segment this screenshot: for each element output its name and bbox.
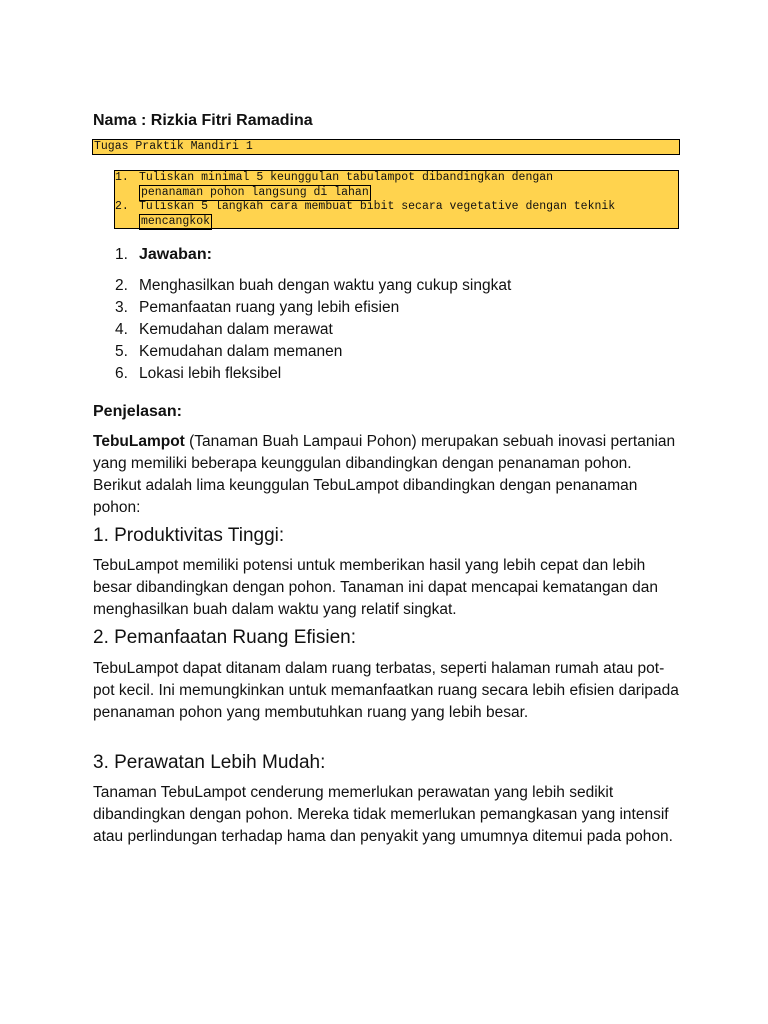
- list-number: 4.: [115, 321, 128, 338]
- task-title-box: Tugas Praktik Mandiri 1: [92, 139, 680, 155]
- intro-paragraph: [93, 431, 683, 519]
- list-number: 3.: [115, 299, 128, 316]
- section-paragraph: Tanaman TebuLampot cenderung memerlukan perawatan yang lebih sedikit dibandingkan dengan pohon. Mereka tidak memerlukan pemangkasan yang intensif atau perlindungan terhadap hama dan penyakit yang umumnya ditemui pada pohon.: [93, 784, 673, 845]
- list-number: 2.: [115, 277, 128, 294]
- intro-term: TebuLampot: [93, 433, 185, 450]
- answer-title: Jawaban:: [139, 246, 212, 263]
- intro-text: (Tanaman Buah Lampaui Pohon) merupakan sebuah inovasi pertanian yang memiliki beberapa keunggulan dibandingkan dengan penanaman pohon. Berikut adalah lima keunggulan TebuLampot dibandingkan dengan penanaman pohon:: [93, 433, 676, 516]
- question-text-line: mencangkok: [141, 215, 211, 228]
- section-heading: 1. Produktivitas Tinggi:: [93, 525, 285, 546]
- list-item-text: Kemudahan dalam memanen: [139, 343, 343, 360]
- list-item-text: Menghasilkan buah dengan waktu yang cukup singkat: [139, 277, 512, 294]
- list-number: 5.: [115, 343, 128, 360]
- question-box: [114, 170, 679, 229]
- student-name: Nama : Rizkia Fitri Ramadina: [93, 112, 313, 129]
- question-text-line: Tuliskan minimal 5 keunggulan tabulampot dibandingkan dengan: [139, 171, 554, 184]
- explanation-heading: Penjelasan:: [93, 403, 182, 420]
- question-number: 2.: [115, 200, 129, 213]
- list-number: 6.: [115, 365, 128, 382]
- list-item-text: Lokasi lebih fleksibel: [139, 365, 282, 382]
- section-paragraph: TebuLampot memiliki potensi untuk memberikan hasil yang lebih cepat dan lebih besar dibandingkan dengan pohon. Tanaman ini dapat mencapai kematangan dan menghasilkan buah dalam waktu yang relatif singkat.: [93, 557, 659, 618]
- section-paragraph: TebuLampot dapat ditanam dalam ruang terbatas, seperti halaman rumah atau pot-pot kecil. Ini memungkinkan untuk memanfaatkan ruang secara lebih efisien daripada penanaman pohon yang membutuhkan ruang yang lebih besar.: [93, 660, 679, 721]
- question-text-line: penanaman pohon langsung di lahan: [141, 186, 369, 199]
- section-heading: 3. Perawatan Lebih Mudah:: [93, 752, 326, 773]
- list-item-text: Kemudahan dalam merawat: [139, 321, 333, 338]
- list-number: 1.: [115, 246, 128, 263]
- section-heading: 2. Pemanfaatan Ruang Efisien:: [93, 627, 357, 648]
- question-text-line: Tuliskan 5 langkah cara membuat bibit secara vegetative dengan teknik: [139, 200, 616, 213]
- list-item-text: Pemanfaatan ruang yang lebih efisien: [139, 299, 400, 316]
- question-number: 1.: [115, 171, 129, 184]
